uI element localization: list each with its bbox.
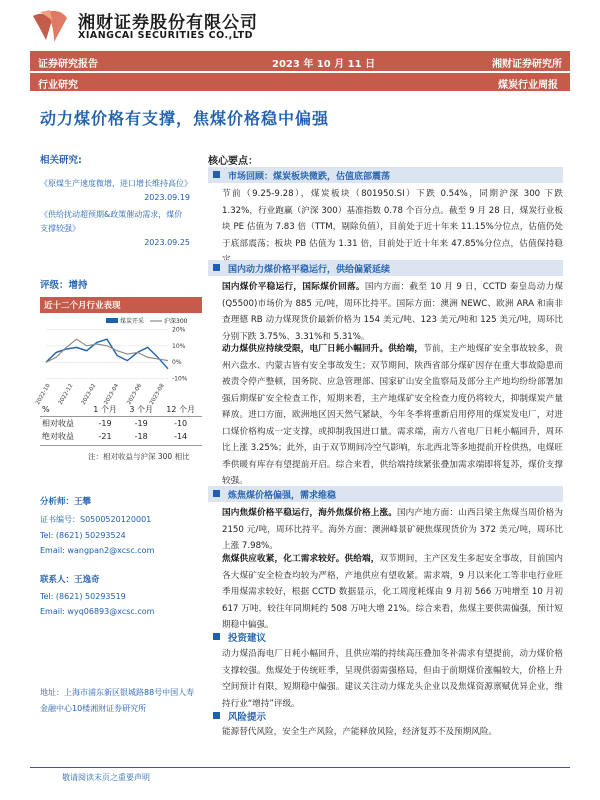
table-note: 注：相对收益与沪深 300 相比 bbox=[88, 452, 190, 461]
table-row bbox=[40, 430, 202, 443]
company-name-cn: 湘财证券股份有限公司 bbox=[78, 13, 258, 33]
footer-divider bbox=[30, 767, 570, 768]
table-header: % bbox=[40, 403, 87, 417]
category-band bbox=[30, 73, 570, 91]
core-points-title: 核心要点： bbox=[208, 156, 258, 167]
analyst-block bbox=[40, 489, 200, 555]
analyst-tel: Tel: (8621) 50293524 bbox=[40, 531, 126, 540]
section-heading: 投资建议 bbox=[208, 629, 563, 645]
paragraph: 国内煤价平稳运行，国际煤价回落。国内方面：截至 10 月 9 日，CCTD 秦皇岛动力煤(Q5500)市场价为 885 元/吨，周环比持平。国际方面：澳洲 NEWC、欧洲 ARA 和南非查理德 RB 动力煤现货价最新价格为 154 美元/吨、123 美元/吨和 125 美元/吨，周环比分别下跌 3.75%、3.31%和 5.31%。 bbox=[222, 282, 563, 342]
section-bullet-icon bbox=[213, 712, 220, 719]
contact-label: 联系人： bbox=[40, 575, 75, 585]
analyst-name: 王攀 bbox=[74, 497, 92, 507]
analyst-cert: 证书编号：S0500520120001 bbox=[40, 515, 152, 524]
legend-label: 沪深300 bbox=[164, 318, 188, 325]
report-category: 行业研究 bbox=[38, 80, 78, 91]
x-tick-label: 2023-04 bbox=[103, 383, 121, 406]
table-cell: -19 bbox=[98, 419, 112, 428]
x-axis-labels bbox=[35, 382, 202, 406]
x-tick-label: 2023-08 bbox=[149, 383, 166, 406]
paragraph: 焦煤供应收紧，化工需求较好。供给端，双节期间，主产区发生多起安全事故，目前国内各大煤矿安全检查均较为严格，产地供应有望收紧。需求端，9 月以来化工等非电行业旺季用煤需求较好，根据 CCTD 数据显示，化工周度耗煤由 9 月初 566 万吨增至 10 月初 617 万吨，较往年同期耗约 508 万吨大增 21%。综合来看，焦煤主要供需偏强，预计短期稳中偏强。 bbox=[222, 554, 563, 630]
y-tick-label: 20% bbox=[172, 326, 186, 334]
y-tick-label: 0% bbox=[172, 359, 182, 367]
related-research-item[interactable]: 《供给扰动超预期&政策催动需求，煤价支撑较强》 2023.09.25 bbox=[40, 210, 190, 247]
report-series: 煤炭行业周报 bbox=[498, 80, 558, 91]
table-cell: 绝对收益 bbox=[42, 432, 74, 441]
series-line-coal bbox=[46, 339, 168, 369]
contact-tel: Tel: (8621) 50293519 bbox=[40, 592, 126, 601]
section-heading: 市场回顾：煤炭板块微跌，估值底部震荡 bbox=[208, 167, 563, 183]
contact-block bbox=[40, 567, 200, 616]
company-logo-icon bbox=[30, 8, 70, 44]
table-row bbox=[40, 417, 202, 431]
section-bullet-icon bbox=[213, 490, 220, 497]
paragraph: 节前（9.25-9.28），煤炭板块（801950.SI）下跌 0.54%，同期沪深 300 下跌 1.32%，行业跑赢（沪深 300）基准指数 0.78 个百分点。截至 9 月 28 日，煤炭行业板块 PE 估值为 7.83 倍（TTM，剔除负值），目前处于近十年来 11.15%分位点，估值仍处于底部震荡；板块 PB 估值为 1.31 倍，目前处于近十年来 47.85%分位点，估值保持稳 bbox=[222, 189, 563, 249]
paragraph: 能源替代风险，安全生产风险，产能释放风险，经济复苏不及预期风险。 bbox=[222, 727, 498, 737]
section-bullet-icon bbox=[213, 171, 220, 178]
analyst-email[interactable]: Email: wangpan2@xcsc.com bbox=[40, 546, 155, 555]
performance-chart-svg bbox=[40, 314, 202, 386]
related-research-item[interactable]: 《原煤生产速度微增，进口增长维持高位》 2023.09.19 bbox=[40, 179, 192, 202]
y-tick-label: -10% bbox=[172, 375, 188, 383]
performance-table bbox=[40, 403, 202, 443]
address: 地址：上海市浦东新区银城路88号中国人寿金融中心10楼湘财证券研究所 bbox=[40, 688, 195, 713]
performance-title-bar bbox=[40, 297, 202, 313]
institute-name: 湘财证券研究所 bbox=[492, 59, 562, 70]
table-divider bbox=[40, 445, 202, 446]
footer-disclaimer: 敬请阅读末页之重要声明 bbox=[62, 773, 150, 782]
table-cell: -18 bbox=[134, 432, 148, 441]
analyst-label: 分析师： bbox=[40, 497, 75, 507]
performance-chart bbox=[40, 314, 202, 386]
table-cell: -14 bbox=[174, 432, 188, 441]
table-cell: 相对收益 bbox=[42, 419, 74, 428]
contact-email[interactable]: Email: wyq06893@xcsc.com bbox=[40, 607, 155, 616]
contact-name: 王逸奇 bbox=[74, 575, 100, 585]
x-tick-label: 2023-02 bbox=[80, 383, 98, 406]
table-cell: -19 bbox=[134, 419, 148, 428]
y-tick-label: 10% bbox=[172, 342, 186, 350]
section-bullet-icon bbox=[213, 633, 220, 640]
table-cell: -21 bbox=[98, 432, 112, 441]
paragraph: 动力煤沿海电厂日耗小幅回升，且供应端的持续高压叠加冬补需求有望提前，动力煤价格支撑较强。焦煤处于传统旺季，呈现供弱需强格局，但由于前期煤价涨幅较大，价格上升空间预计有限，短期稳中偏强。建议关注动力煤龙头企业以及焦煤资源禀赋优异企业，维持行业“增持”评级。 bbox=[222, 649, 563, 709]
table-header: 12 个月 bbox=[159, 403, 202, 417]
related-research-date: 2023.09.25 bbox=[144, 238, 190, 247]
paragraph: 国内焦煤价格平稳运行，海外焦煤价格上涨。国内产地方面：山西吕梁主焦煤当周价格为 2150 元/吨，周环比持平。海外方面：澳洲峰景矿硬焦煤现货价为 372 美元/吨，周环比上涨 7.98%。 bbox=[222, 508, 563, 551]
x-tick-label: 2023-06 bbox=[126, 383, 143, 406]
x-tick-label: 2022-10 bbox=[35, 383, 52, 406]
legend-swatch-coal bbox=[106, 318, 118, 323]
page-title: 动力煤价格有支撑，焦煤价格稳中偏强 bbox=[40, 109, 330, 128]
report-type: 证券研究报告 bbox=[38, 59, 98, 70]
legend-label: 煤炭开采 bbox=[120, 318, 145, 325]
section-heading: 风险提示 bbox=[208, 708, 563, 724]
performance-title: 近十二个月行业表现 bbox=[44, 301, 121, 311]
section-bullet-icon bbox=[213, 264, 220, 271]
table-header: 1 个月 bbox=[87, 403, 123, 417]
table-header: 3 个月 bbox=[123, 403, 159, 417]
header-band bbox=[30, 51, 570, 71]
x-tick-label: 2022-12 bbox=[57, 383, 75, 406]
related-research-title: 相关研究: bbox=[40, 155, 82, 166]
company-name-en: XIANGCAI SECURITIES CO.,LTD bbox=[78, 30, 254, 41]
related-research-date: 2023.09.19 bbox=[144, 193, 190, 202]
series-line-hs300 bbox=[46, 339, 168, 362]
report-date: 2023 年 10 月 11 日 bbox=[272, 59, 376, 70]
rating: 评级：增持 bbox=[40, 280, 88, 291]
section-heading: 炼焦煤价格偏强，需求维稳 bbox=[208, 486, 563, 502]
paragraph: 动力煤供应持续受限，电厂日耗小幅回升。供给端，节前，主产地煤矿安全事故较多，贵州六盘水、内蒙古皆有安全事故发生；双节期间，陕西省部分煤矿因存在重大事故隐患而被责令停产整顿，国务院、应急管理部、国家矿山安全监察局及部分主产地均纷纷部署加强后期煤矿安全检查工作，短期来看，主产地煤矿安全检查力度仍将较大，抑制煤炭产量释放。进口方面，欧洲地区因天然气紧缺，今年冬季将重新启用停用的煤炭发电厂，对进口煤价格构成一定支撑，或抑制我国进口量。需求端，南方八省电厂日耗小幅回升，周环比上涨 3.25%；此外，由于双节期间冷空气影响，东北西北等多地提前开栓供热，电煤旺季供暖有库存有望提前开启。综合来看，供给端持续紧张叠加需求端即将复苏，煤价支撑较强。 bbox=[222, 344, 563, 486]
section-heading: 国内动力煤价格平稳运行，供给偏紧延续 bbox=[208, 260, 563, 276]
table-cell: -10 bbox=[174, 419, 188, 428]
